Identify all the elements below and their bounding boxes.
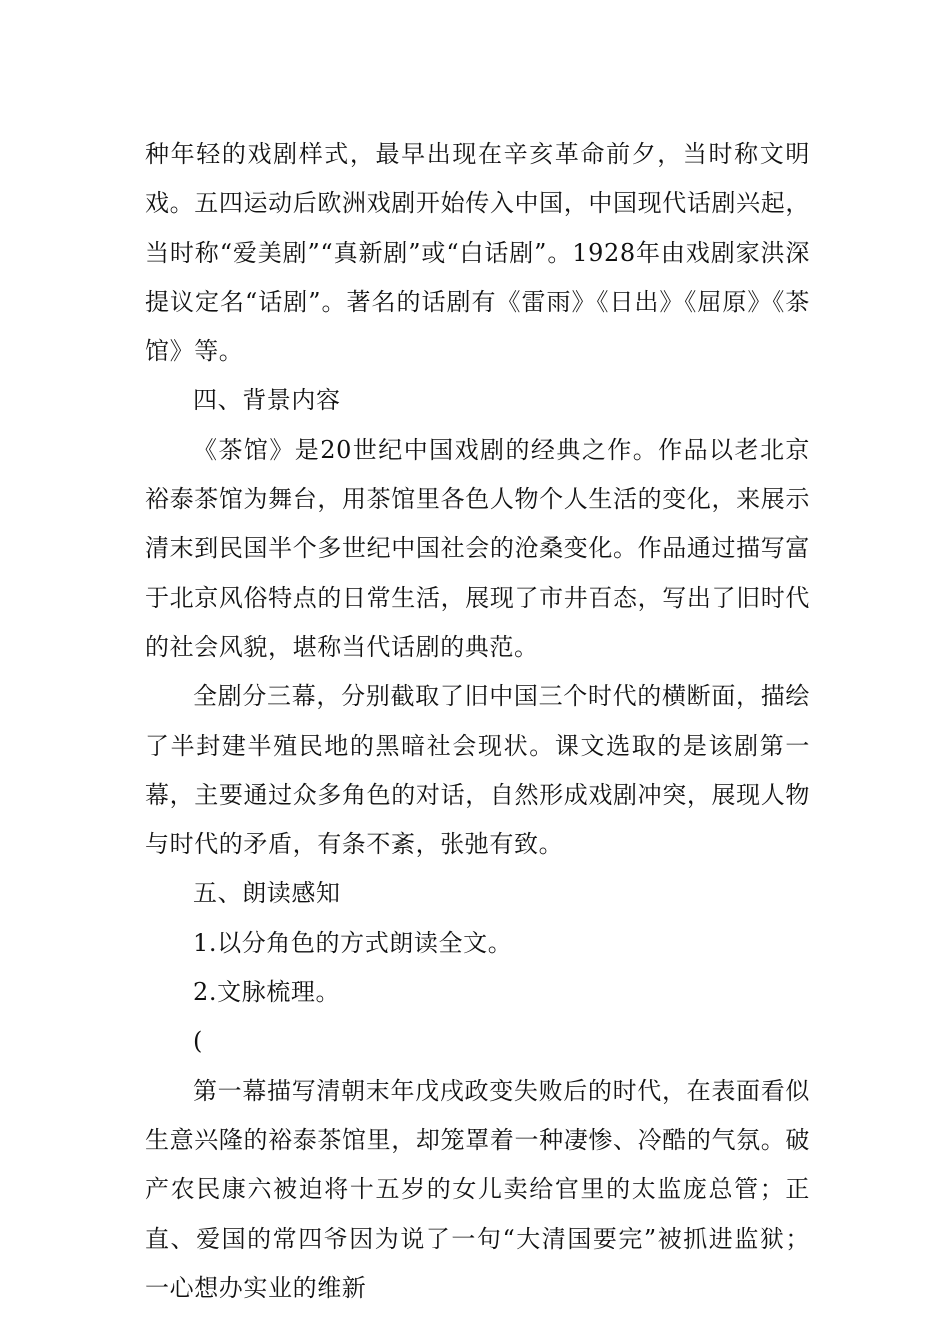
paragraph-continuation: 种年轻的戏剧样式，最早出现在辛亥革命前夕，当时称文明戏。五四运动后欧洲戏剧开始传入中国，中国现代话剧兴起，当时称“爱美剧”“真新剧”或“白话剧”。1928年由戏剧家洪深提议定名“话剧”。著名的话剧有《雷雨》《日出》《屈原》《茶馆》等。: [145, 140, 810, 366]
paragraph-background-intro: 《茶馆》是20世纪中国戏剧的经典之作。作品以老北京裕泰茶馆为舞台，用茶馆里各色人物个人生活的变化，来展示清末到民国半个多世纪中国社会的沧桑变化。作品通过描写富于北京风俗特点的日常生活，展现了市井百态，写出了旧时代的社会风貌，堪称当代话剧的典范。: [145, 435, 810, 661]
paragraph-act-one-summary: 第一幕描写清朝末年戊戌政变失败后的时代，在表面看似生意兴隆的裕泰茶馆里，却笼罩着一种凄惨、冷酷的气氛。破产农民康六被迫将十五岁的女儿卖给官里的太监庞总管；正直、爱国的常四爷因为说了一句“大清国要完”被抓进监狱；一心想办实业的维新: [145, 1076, 810, 1302]
section-heading-background: 四、背景内容: [193, 386, 341, 415]
list-item-1: 1.以分角色的方式朗读全文。: [193, 928, 513, 957]
paragraph-background-structure: 全剧分三幕，分别截取了旧中国三个时代的横断面，描绘了半封建半殖民地的黑暗社会现状。课文选取的是该剧第一幕，主要通过众多角色的对话，自然形成戏剧冲突，展现人物与时代的矛盾，有条不紊，张弛有致。: [145, 682, 810, 859]
document-body: [145, 130, 810, 1313]
paragraph-parenthesis: (: [193, 1027, 203, 1056]
section-heading-reading: 五、朗读感知: [193, 879, 341, 908]
list-item-2: 2.文脉梳理。: [193, 978, 341, 1007]
